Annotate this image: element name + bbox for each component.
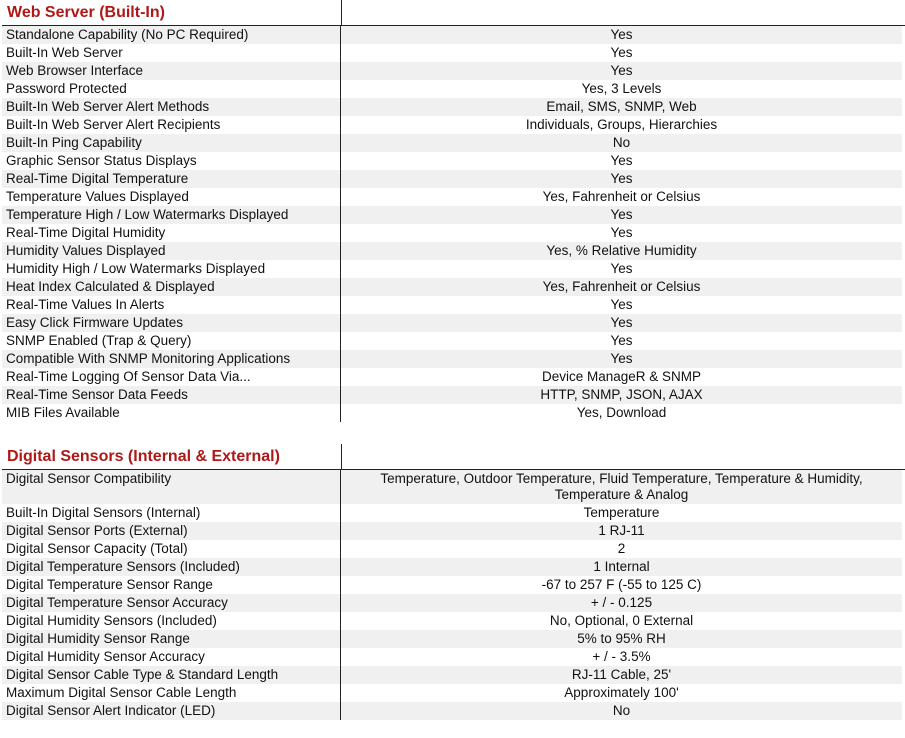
spec-value: Yes	[610, 333, 633, 348]
spec-label: Temperature High / Low Watermarks Displayed	[2, 206, 341, 224]
table-row	[2, 594, 902, 612]
table-row	[2, 62, 902, 80]
spec-label: Built-In Digital Sensors (Internal)	[2, 504, 341, 522]
table-row	[2, 98, 902, 116]
spec-label: Digital Sensor Compatibility	[2, 470, 341, 504]
spec-value: Yes	[610, 225, 633, 240]
table-row	[2, 134, 902, 152]
section-gap	[2, 422, 905, 444]
spec-value: Yes	[341, 62, 903, 80]
spec-value: Yes	[610, 153, 633, 168]
spec-value: No, Optional, 0 External	[549, 613, 694, 628]
table-row	[2, 224, 902, 242]
spec-value: Temperature	[583, 505, 660, 520]
table-row	[2, 170, 902, 188]
table-row	[2, 540, 902, 558]
table-row	[2, 558, 902, 576]
table-row	[2, 368, 902, 386]
section-digital-sensors	[2, 444, 905, 720]
column-divider	[341, 0, 342, 25]
spec-label: Built-In Web Server Alert Methods	[2, 98, 341, 116]
section-title: Digital Sensors (Internal & External)	[7, 448, 280, 465]
spec-value-line: Temperature, Outdoor Temperature, Fluid Temperature, Temperature & Humidity,	[380, 471, 863, 486]
table-row	[2, 188, 902, 206]
spec-value: Yes	[610, 297, 633, 312]
spec-label: Real-Time Values In Alerts	[2, 296, 341, 314]
table-row	[2, 684, 902, 702]
table-row	[2, 404, 902, 422]
spec-label: Digital Temperature Sensor Accuracy	[2, 594, 341, 612]
spec-label: Digital Sensor Alert Indicator (LED)	[2, 702, 341, 720]
spec-label: Real-Time Digital Humidity	[2, 224, 341, 242]
spec-value: Yes	[341, 206, 903, 224]
spec-label: Standalone Capability (No PC Required)	[2, 26, 341, 44]
spec-value: 1 Internal	[341, 558, 903, 576]
table-row	[2, 612, 902, 630]
spec-value: Email, SMS, SNMP, Web	[341, 98, 903, 116]
spec-value: Yes	[341, 170, 903, 188]
table-row	[2, 522, 902, 540]
section-header	[2, 444, 905, 470]
table-row	[2, 278, 902, 296]
spec-value: Device ManageR & SNMP	[541, 369, 702, 384]
table-row	[2, 296, 902, 314]
table-row	[2, 80, 902, 98]
spec-label: Real-Time Digital Temperature	[2, 170, 341, 188]
spec-value-line: Temperature & Analog	[554, 487, 689, 502]
spec-value: Yes, Fahrenheit or Celsius	[542, 189, 701, 204]
spec-value: 5% to 95% RH	[341, 630, 903, 648]
spec-value: No	[341, 134, 903, 152]
spec-label: Digital Humidity Sensor Accuracy	[2, 648, 341, 666]
table-row	[2, 576, 902, 594]
spec-value: RJ-11 Cable, 25'	[341, 666, 903, 684]
spec-label: Real-Time Sensor Data Feeds	[2, 386, 341, 404]
table-row	[2, 470, 902, 504]
spec-label: Graphic Sensor Status Displays	[2, 152, 341, 170]
spec-value: -67 to 257 F (-55 to 125 C)	[541, 577, 702, 592]
spec-value: Yes	[610, 45, 633, 60]
spec-label: Built-In Web Server	[2, 44, 341, 62]
spec-label: Digital Humidity Sensor Range	[2, 630, 341, 648]
spec-value: Yes	[341, 26, 903, 44]
spec-label: Digital Temperature Sensors (Included)	[2, 558, 341, 576]
spec-value: Yes, % Relative Humidity	[341, 242, 903, 260]
table-row	[2, 702, 902, 720]
table-row	[2, 260, 902, 278]
spec-label: Real-Time Logging Of Sensor Data Via...	[2, 368, 341, 386]
spec-label: Digital Temperature Sensor Range	[2, 576, 341, 594]
table-row	[2, 314, 902, 332]
spec-label: Digital Sensor Cable Type & Standard Length	[2, 666, 341, 684]
table-row	[2, 152, 902, 170]
spec-value: No	[341, 702, 903, 720]
spec-label: Digital Sensor Capacity (Total)	[2, 540, 341, 558]
table-row	[2, 332, 902, 350]
spec-value: Yes	[341, 314, 903, 332]
spec-label: Compatible With SNMP Monitoring Applications	[2, 350, 341, 368]
spec-label: Humidity High / Low Watermarks Displayed	[2, 260, 341, 278]
spec-value: HTTP, SNMP, JSON, AJAX	[341, 386, 903, 404]
spec-label: Digital Humidity Sensors (Included)	[2, 612, 341, 630]
spec-value: Approximately 100'	[564, 685, 679, 700]
spec-value: Yes, Download	[576, 405, 667, 420]
table-row	[2, 504, 902, 522]
table-row	[2, 206, 902, 224]
table-row	[2, 242, 902, 260]
spec-label: Humidity Values Displayed	[2, 242, 341, 260]
table-row	[2, 116, 902, 134]
table-row	[2, 630, 902, 648]
spec-value: Individuals, Groups, Hierarchies	[525, 117, 718, 132]
spec-value: Yes	[341, 350, 903, 368]
table-row	[2, 666, 902, 684]
spec-label: Built-In Web Server Alert Recipients	[2, 116, 341, 134]
spec-label: Web Browser Interface	[2, 62, 341, 80]
table-row	[2, 648, 902, 666]
column-divider	[341, 444, 342, 469]
spec-label: Digital Sensor Ports (External)	[2, 522, 341, 540]
spec-label: Built-In Ping Capability	[2, 134, 341, 152]
table-row	[2, 44, 902, 62]
spec-value: + / - 0.125	[341, 594, 903, 612]
spec-value: Yes, 3 Levels	[581, 81, 662, 96]
section-title: Web Server (Built-In)	[7, 4, 165, 21]
spec-label: Easy Click Firmware Updates	[2, 314, 341, 332]
spec-value: 1 RJ-11	[341, 522, 903, 540]
spec-table	[2, 470, 902, 720]
spec-label: Maximum Digital Sensor Cable Length	[2, 684, 341, 702]
table-row	[2, 386, 902, 404]
spec-label: SNMP Enabled (Trap & Query)	[2, 332, 341, 350]
section-web-server	[2, 0, 905, 422]
spec-value: + / - 3.5%	[592, 649, 651, 664]
spec-value	[341, 470, 903, 504]
spec-value: Yes	[610, 261, 633, 276]
spec-value: Yes, Fahrenheit or Celsius	[341, 278, 903, 296]
table-row	[2, 26, 902, 44]
spec-label: Temperature Values Displayed	[2, 188, 341, 206]
spec-label: Heat Index Calculated & Displayed	[2, 278, 341, 296]
spec-value: 2	[617, 541, 626, 556]
table-row	[2, 350, 902, 368]
spec-label: Password Protected	[2, 80, 341, 98]
section-header	[2, 0, 905, 26]
spec-label: MIB Files Available	[2, 404, 341, 422]
spec-table	[2, 26, 902, 422]
